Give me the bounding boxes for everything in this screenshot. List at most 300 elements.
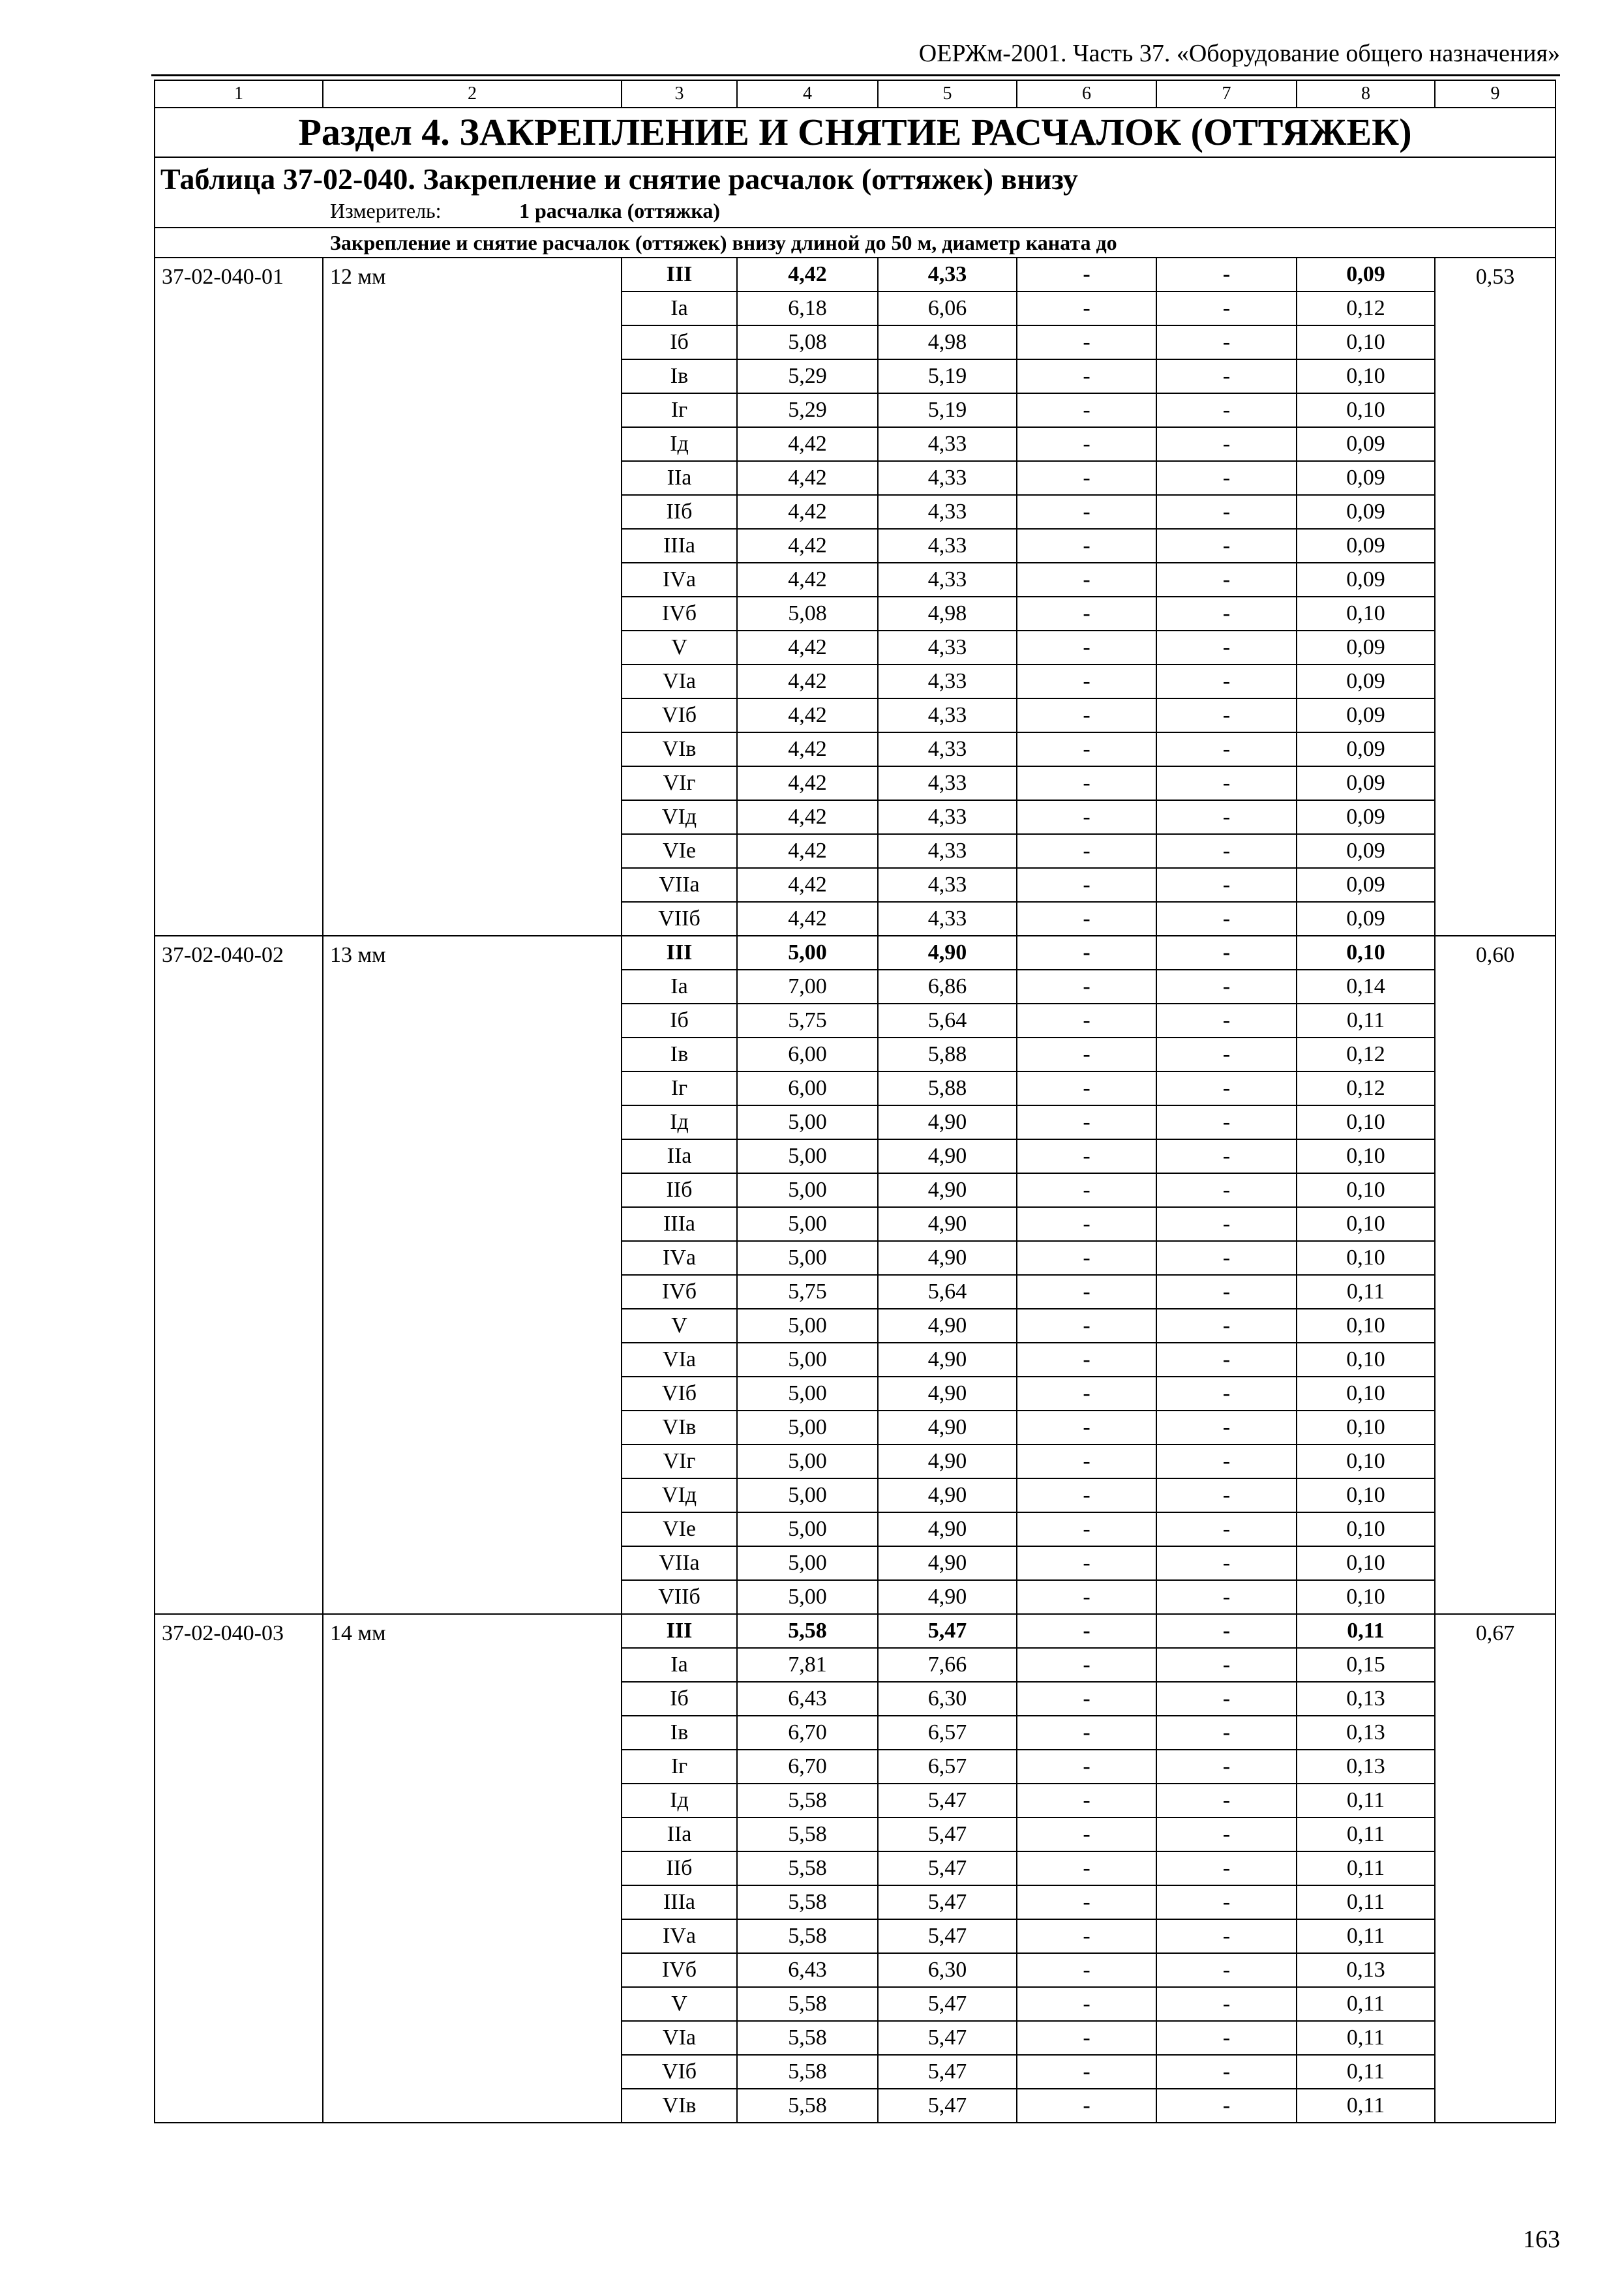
- col8-cell: 0,12: [1297, 1071, 1435, 1105]
- col8-cell: 0,13: [1297, 1953, 1435, 1987]
- region-cell: Iб: [622, 325, 737, 359]
- region-cell: Iд: [622, 427, 737, 461]
- col6-cell: -: [1017, 292, 1156, 325]
- col5-cell: 4,33: [878, 698, 1017, 732]
- col4-cell: 6,18: [737, 292, 878, 325]
- col5-cell: 4,33: [878, 732, 1017, 766]
- col5-cell: 6,30: [878, 1682, 1017, 1716]
- col4-cell: 5,75: [737, 1275, 878, 1309]
- col7-cell: -: [1156, 1512, 1297, 1546]
- col5-cell: 4,33: [878, 461, 1017, 495]
- col7-cell: -: [1156, 1580, 1297, 1614]
- col4-cell: 5,00: [737, 1580, 878, 1614]
- col4-cell: 5,58: [737, 1885, 878, 1919]
- col8-cell: 0,11: [1297, 1818, 1435, 1851]
- col7-cell: -: [1156, 427, 1297, 461]
- col4-cell: 5,58: [737, 1614, 878, 1648]
- col6-cell: -: [1017, 495, 1156, 529]
- col8-cell: 0,13: [1297, 1750, 1435, 1784]
- col8-cell: 0,10: [1297, 1105, 1435, 1139]
- col6-cell: -: [1017, 936, 1156, 970]
- col5-cell: 4,33: [878, 495, 1017, 529]
- region-cell: III: [622, 936, 737, 970]
- col5-cell: 5,47: [878, 2089, 1017, 2123]
- col6-cell: -: [1017, 1546, 1156, 1580]
- col5-cell: 6,86: [878, 970, 1017, 1004]
- region-cell: III: [622, 258, 737, 292]
- col6-cell: -: [1017, 1919, 1156, 1953]
- col6-cell: -: [1017, 1682, 1156, 1716]
- col4-cell: 4,42: [737, 665, 878, 698]
- col6-cell: -: [1017, 1750, 1156, 1784]
- col8-cell: 0,10: [1297, 1478, 1435, 1512]
- col8-cell: 0,10: [1297, 1546, 1435, 1580]
- table-description: Закрепление и снятие расчалок (оттяжек) внизу длиной до 50 м, диаметр каната до: [155, 228, 1556, 258]
- measure-label: Измеритель:: [330, 199, 442, 222]
- col6-cell: -: [1017, 1377, 1156, 1411]
- col6-cell: -: [1017, 1071, 1156, 1105]
- col5-cell: 4,33: [878, 427, 1017, 461]
- col6-cell: -: [1017, 665, 1156, 698]
- group-first-row: [155, 936, 1556, 970]
- col7-cell: -: [1156, 461, 1297, 495]
- col7-cell: -: [1156, 1444, 1297, 1478]
- col4-cell: 4,42: [737, 258, 878, 292]
- region-cell: VIIб: [622, 1580, 737, 1614]
- col8-cell: 0,11: [1297, 1784, 1435, 1818]
- col6-cell: -: [1017, 766, 1156, 800]
- col5-cell: 5,47: [878, 2021, 1017, 2055]
- rope-diameter-cell: 12 мм: [323, 258, 622, 936]
- col5-cell: 4,33: [878, 766, 1017, 800]
- col5-cell: 4,98: [878, 325, 1017, 359]
- col8-cell: 0,10: [1297, 325, 1435, 359]
- col7-cell: -: [1156, 1953, 1297, 1987]
- col7-cell: -: [1156, 1818, 1297, 1851]
- col5-cell: 4,33: [878, 868, 1017, 902]
- description-row: [155, 228, 1556, 258]
- col4-cell: 5,00: [737, 1207, 878, 1241]
- region-cell: IVб: [622, 597, 737, 631]
- col8-cell: 0,09: [1297, 631, 1435, 665]
- region-cell: VIб: [622, 1377, 737, 1411]
- col5-cell: 5,47: [878, 1818, 1017, 1851]
- column-number-row: [155, 80, 1556, 108]
- col9-cell: 0,53: [1435, 258, 1556, 936]
- col5-cell: 4,90: [878, 1207, 1017, 1241]
- col8-cell: 0,10: [1297, 1512, 1435, 1546]
- region-cell: Iв: [622, 1716, 737, 1750]
- col6-cell: -: [1017, 1885, 1156, 1919]
- col6-cell: -: [1017, 461, 1156, 495]
- col4-cell: 6,70: [737, 1716, 878, 1750]
- col8-cell: 0,09: [1297, 800, 1435, 834]
- col6-cell: -: [1017, 868, 1156, 902]
- col7-cell: -: [1156, 1377, 1297, 1411]
- col5-cell: 4,90: [878, 1139, 1017, 1173]
- col4-cell: 5,58: [737, 2089, 878, 2123]
- col7-cell: -: [1156, 1478, 1297, 1512]
- region-cell: Iг: [622, 393, 737, 427]
- col8-cell: 0,09: [1297, 461, 1435, 495]
- col4-cell: 5,58: [737, 1818, 878, 1851]
- region-cell: VIе: [622, 1512, 737, 1546]
- col8-cell: 0,11: [1297, 2021, 1435, 2055]
- col6-cell: -: [1017, 698, 1156, 732]
- region-cell: VIа: [622, 665, 737, 698]
- col7-cell: -: [1156, 1987, 1297, 2021]
- col7-cell: -: [1156, 1885, 1297, 1919]
- region-cell: VIв: [622, 1411, 737, 1444]
- col8-cell: 0,13: [1297, 1716, 1435, 1750]
- col4-cell: 5,00: [737, 1512, 878, 1546]
- region-cell: VIд: [622, 800, 737, 834]
- col6-cell: -: [1017, 325, 1156, 359]
- col5-cell: 4,90: [878, 1173, 1017, 1207]
- col8-cell: 0,09: [1297, 495, 1435, 529]
- col7-cell: -: [1156, 1343, 1297, 1377]
- col8-cell: 0,11: [1297, 1851, 1435, 1885]
- col5-cell: 4,33: [878, 800, 1017, 834]
- col6-cell: -: [1017, 563, 1156, 597]
- col6-cell: -: [1017, 1105, 1156, 1139]
- col7-cell: -: [1156, 1207, 1297, 1241]
- col4-cell: 5,29: [737, 393, 878, 427]
- col4-cell: 4,42: [737, 868, 878, 902]
- col8-cell: 0,11: [1297, 1987, 1435, 2021]
- col5-cell: 4,33: [878, 902, 1017, 936]
- column-number: 1: [155, 80, 323, 108]
- table-title: Таблица 37-02-040. Закрепление и снятие расчалок (оттяжек) внизу: [160, 162, 1078, 196]
- col4-cell: 4,42: [737, 902, 878, 936]
- col7-cell: -: [1156, 1614, 1297, 1648]
- col6-cell: -: [1017, 834, 1156, 868]
- col5-cell: 4,90: [878, 1546, 1017, 1580]
- col4-cell: 4,42: [737, 495, 878, 529]
- col6-cell: -: [1017, 359, 1156, 393]
- region-cell: IIб: [622, 1851, 737, 1885]
- col7-cell: -: [1156, 2021, 1297, 2055]
- region-cell: V: [622, 1309, 737, 1343]
- page-number: 163: [1523, 2226, 1560, 2253]
- col4-cell: 5,08: [737, 325, 878, 359]
- col7-cell: -: [1156, 258, 1297, 292]
- col8-cell: 0,10: [1297, 359, 1435, 393]
- col8-cell: 0,10: [1297, 1241, 1435, 1275]
- col7-cell: -: [1156, 1071, 1297, 1105]
- region-cell: III: [622, 1614, 737, 1648]
- col4-cell: 5,00: [737, 1377, 878, 1411]
- col5-cell: 6,57: [878, 1716, 1017, 1750]
- col7-cell: -: [1156, 1309, 1297, 1343]
- col9-cell: 0,67: [1435, 1614, 1556, 2123]
- col7-cell: -: [1156, 597, 1297, 631]
- col5-cell: 5,88: [878, 1071, 1017, 1105]
- col7-cell: -: [1156, 800, 1297, 834]
- col6-cell: -: [1017, 1139, 1156, 1173]
- col4-cell: 5,00: [737, 936, 878, 970]
- col4-cell: 5,00: [737, 1241, 878, 1275]
- col6-cell: -: [1017, 1648, 1156, 1682]
- col8-cell: 0,10: [1297, 1580, 1435, 1614]
- col7-cell: -: [1156, 1275, 1297, 1309]
- region-cell: Iа: [622, 292, 737, 325]
- region-cell: IIIа: [622, 1885, 737, 1919]
- col7-cell: -: [1156, 2089, 1297, 2123]
- col5-cell: 4,33: [878, 834, 1017, 868]
- col7-cell: -: [1156, 1038, 1297, 1071]
- column-number: 5: [878, 80, 1017, 108]
- col5-cell: 5,19: [878, 359, 1017, 393]
- col8-cell: 0,10: [1297, 393, 1435, 427]
- col8-cell: 0,09: [1297, 665, 1435, 698]
- col5-cell: 5,47: [878, 1987, 1017, 2021]
- col8-cell: 0,11: [1297, 1614, 1435, 1648]
- column-number: 2: [323, 80, 622, 108]
- col8-cell: 0,09: [1297, 902, 1435, 936]
- norm-code-cell: 37-02-040-03: [155, 1614, 323, 2123]
- col6-cell: -: [1017, 1038, 1156, 1071]
- col5-cell: 4,90: [878, 1512, 1017, 1546]
- col7-cell: -: [1156, 1648, 1297, 1682]
- col8-cell: 0,14: [1297, 970, 1435, 1004]
- col4-cell: 4,42: [737, 766, 878, 800]
- col8-cell: 0,10: [1297, 1343, 1435, 1377]
- col4-cell: 5,58: [737, 2055, 878, 2089]
- col7-cell: -: [1156, 970, 1297, 1004]
- col7-cell: -: [1156, 1682, 1297, 1716]
- col8-cell: 0,10: [1297, 1411, 1435, 1444]
- col7-cell: -: [1156, 1546, 1297, 1580]
- region-cell: Iа: [622, 970, 737, 1004]
- col7-cell: -: [1156, 563, 1297, 597]
- group-first-row: [155, 1614, 1556, 1648]
- region-cell: Iв: [622, 1038, 737, 1071]
- col4-cell: 4,42: [737, 427, 878, 461]
- region-cell: IVа: [622, 1241, 737, 1275]
- table-container: [154, 80, 1555, 2123]
- region-cell: Iд: [622, 1784, 737, 1818]
- col5-cell: 4,90: [878, 1580, 1017, 1614]
- col4-cell: 5,00: [737, 1173, 878, 1207]
- col6-cell: -: [1017, 1173, 1156, 1207]
- region-cell: V: [622, 631, 737, 665]
- col8-cell: 0,10: [1297, 1173, 1435, 1207]
- col4-cell: 5,00: [737, 1309, 878, 1343]
- col8-cell: 0,10: [1297, 597, 1435, 631]
- col4-cell: 4,42: [737, 529, 878, 563]
- col7-cell: -: [1156, 631, 1297, 665]
- col4-cell: 4,42: [737, 631, 878, 665]
- norms-table: [154, 80, 1556, 2123]
- col8-cell: 0,09: [1297, 834, 1435, 868]
- region-cell: Iг: [622, 1071, 737, 1105]
- col6-cell: -: [1017, 2021, 1156, 2055]
- col5-cell: 4,98: [878, 597, 1017, 631]
- col8-cell: 0,09: [1297, 698, 1435, 732]
- col6-cell: -: [1017, 1207, 1156, 1241]
- col5-cell: 4,33: [878, 258, 1017, 292]
- col5-cell: 4,90: [878, 1343, 1017, 1377]
- col4-cell: 5,58: [737, 1851, 878, 1885]
- col8-cell: 0,13: [1297, 1682, 1435, 1716]
- col7-cell: -: [1156, 2055, 1297, 2089]
- col6-cell: -: [1017, 1953, 1156, 1987]
- table-heading: [155, 157, 1556, 228]
- col8-cell: 0,10: [1297, 1139, 1435, 1173]
- col7-cell: -: [1156, 698, 1297, 732]
- col4-cell: 5,58: [737, 1987, 878, 2021]
- region-cell: VIIа: [622, 1546, 737, 1580]
- col5-cell: 4,90: [878, 1309, 1017, 1343]
- column-number: 8: [1297, 80, 1435, 108]
- col4-cell: 4,42: [737, 800, 878, 834]
- col4-cell: 5,58: [737, 2021, 878, 2055]
- col4-cell: 7,81: [737, 1648, 878, 1682]
- col7-cell: -: [1156, 1716, 1297, 1750]
- region-cell: Iб: [622, 1682, 737, 1716]
- col4-cell: 6,70: [737, 1750, 878, 1784]
- region-cell: IVб: [622, 1275, 737, 1309]
- col7-cell: -: [1156, 495, 1297, 529]
- col7-cell: -: [1156, 359, 1297, 393]
- col6-cell: -: [1017, 902, 1156, 936]
- col6-cell: -: [1017, 1716, 1156, 1750]
- region-cell: VIб: [622, 698, 737, 732]
- col5-cell: 5,88: [878, 1038, 1017, 1071]
- region-cell: VIг: [622, 1444, 737, 1478]
- col8-cell: 0,10: [1297, 1377, 1435, 1411]
- col7-cell: -: [1156, 834, 1297, 868]
- col5-cell: 4,90: [878, 1377, 1017, 1411]
- col6-cell: -: [1017, 1580, 1156, 1614]
- col8-cell: 0,10: [1297, 1444, 1435, 1478]
- col6-cell: -: [1017, 1411, 1156, 1444]
- col7-cell: -: [1156, 1411, 1297, 1444]
- col6-cell: -: [1017, 1241, 1156, 1275]
- column-number: 7: [1156, 80, 1297, 108]
- col5-cell: 4,33: [878, 665, 1017, 698]
- table-body: [155, 80, 1556, 2123]
- region-cell: IVа: [622, 563, 737, 597]
- col8-cell: 0,12: [1297, 292, 1435, 325]
- col6-cell: -: [1017, 1343, 1156, 1377]
- col7-cell: -: [1156, 292, 1297, 325]
- col7-cell: -: [1156, 665, 1297, 698]
- region-cell: IIб: [622, 1173, 737, 1207]
- rope-diameter-cell: 13 мм: [323, 936, 622, 1614]
- col7-cell: -: [1156, 936, 1297, 970]
- col8-cell: 0,10: [1297, 1207, 1435, 1241]
- col6-cell: -: [1017, 1614, 1156, 1648]
- running-header: ОЕРЖм-2001. Часть 37. «Оборудование общего назначения»: [918, 40, 1560, 67]
- group-first-row: [155, 258, 1556, 292]
- section-title: Раздел 4. ЗАКРЕПЛЕНИЕ И СНЯТИЕ РАСЧАЛОК (ОТТЯЖЕК): [155, 108, 1556, 157]
- col4-cell: 5,00: [737, 1411, 878, 1444]
- col6-cell: -: [1017, 1784, 1156, 1818]
- region-cell: IIа: [622, 461, 737, 495]
- col7-cell: -: [1156, 529, 1297, 563]
- col8-cell: 0,09: [1297, 563, 1435, 597]
- col4-cell: 5,00: [737, 1105, 878, 1139]
- col8-cell: 0,09: [1297, 258, 1435, 292]
- col6-cell: -: [1017, 970, 1156, 1004]
- norm-code-cell: 37-02-040-02: [155, 936, 323, 1614]
- rope-diameter-cell: 14 мм: [323, 1614, 622, 2123]
- col5-cell: 5,47: [878, 1784, 1017, 1818]
- col6-cell: -: [1017, 1987, 1156, 2021]
- col5-cell: 5,47: [878, 1614, 1017, 1648]
- col7-cell: -: [1156, 1105, 1297, 1139]
- region-cell: IIIа: [622, 529, 737, 563]
- col7-cell: -: [1156, 1241, 1297, 1275]
- col5-cell: 6,30: [878, 1953, 1017, 1987]
- region-cell: IIа: [622, 1818, 737, 1851]
- region-cell: IVб: [622, 1953, 737, 1987]
- col4-cell: 5,08: [737, 597, 878, 631]
- col8-cell: 0,11: [1297, 1004, 1435, 1038]
- col5-cell: 6,06: [878, 292, 1017, 325]
- region-cell: VIв: [622, 732, 737, 766]
- col8-cell: 0,09: [1297, 529, 1435, 563]
- col6-cell: -: [1017, 1851, 1156, 1885]
- col4-cell: 5,58: [737, 1784, 878, 1818]
- measure-value: 1 расчалка (оттяжка): [519, 199, 720, 222]
- col5-cell: 5,19: [878, 393, 1017, 427]
- norm-code-cell: 37-02-040-01: [155, 258, 323, 936]
- col4-cell: 4,42: [737, 732, 878, 766]
- col7-cell: -: [1156, 1784, 1297, 1818]
- col5-cell: 4,33: [878, 631, 1017, 665]
- col4-cell: 5,00: [737, 1343, 878, 1377]
- col5-cell: 4,33: [878, 563, 1017, 597]
- region-cell: V: [622, 1987, 737, 2021]
- col7-cell: -: [1156, 868, 1297, 902]
- col6-cell: -: [1017, 597, 1156, 631]
- column-number: 9: [1435, 80, 1556, 108]
- col8-cell: 0,09: [1297, 868, 1435, 902]
- col8-cell: 0,09: [1297, 732, 1435, 766]
- region-cell: Iа: [622, 1648, 737, 1682]
- col4-cell: 4,42: [737, 698, 878, 732]
- col7-cell: -: [1156, 766, 1297, 800]
- col4-cell: 6,00: [737, 1071, 878, 1105]
- region-cell: Iв: [622, 359, 737, 393]
- col6-cell: -: [1017, 1309, 1156, 1343]
- col4-cell: 7,00: [737, 970, 878, 1004]
- column-number: 3: [622, 80, 737, 108]
- region-cell: IIа: [622, 1139, 737, 1173]
- column-number: 6: [1017, 80, 1156, 108]
- col6-cell: -: [1017, 1444, 1156, 1478]
- col5-cell: 5,47: [878, 2055, 1017, 2089]
- col6-cell: -: [1017, 2055, 1156, 2089]
- col5-cell: 5,64: [878, 1004, 1017, 1038]
- table-heading-row: [155, 157, 1556, 228]
- col8-cell: 0,12: [1297, 1038, 1435, 1071]
- col5-cell: 4,90: [878, 936, 1017, 970]
- col5-cell: 6,57: [878, 1750, 1017, 1784]
- col5-cell: 4,33: [878, 529, 1017, 563]
- region-cell: Iд: [622, 1105, 737, 1139]
- col4-cell: 5,58: [737, 1919, 878, 1953]
- col5-cell: 4,90: [878, 1241, 1017, 1275]
- col8-cell: 0,09: [1297, 427, 1435, 461]
- col6-cell: -: [1017, 393, 1156, 427]
- col4-cell: 6,00: [737, 1038, 878, 1071]
- col5-cell: 5,47: [878, 1919, 1017, 1953]
- col6-cell: -: [1017, 1512, 1156, 1546]
